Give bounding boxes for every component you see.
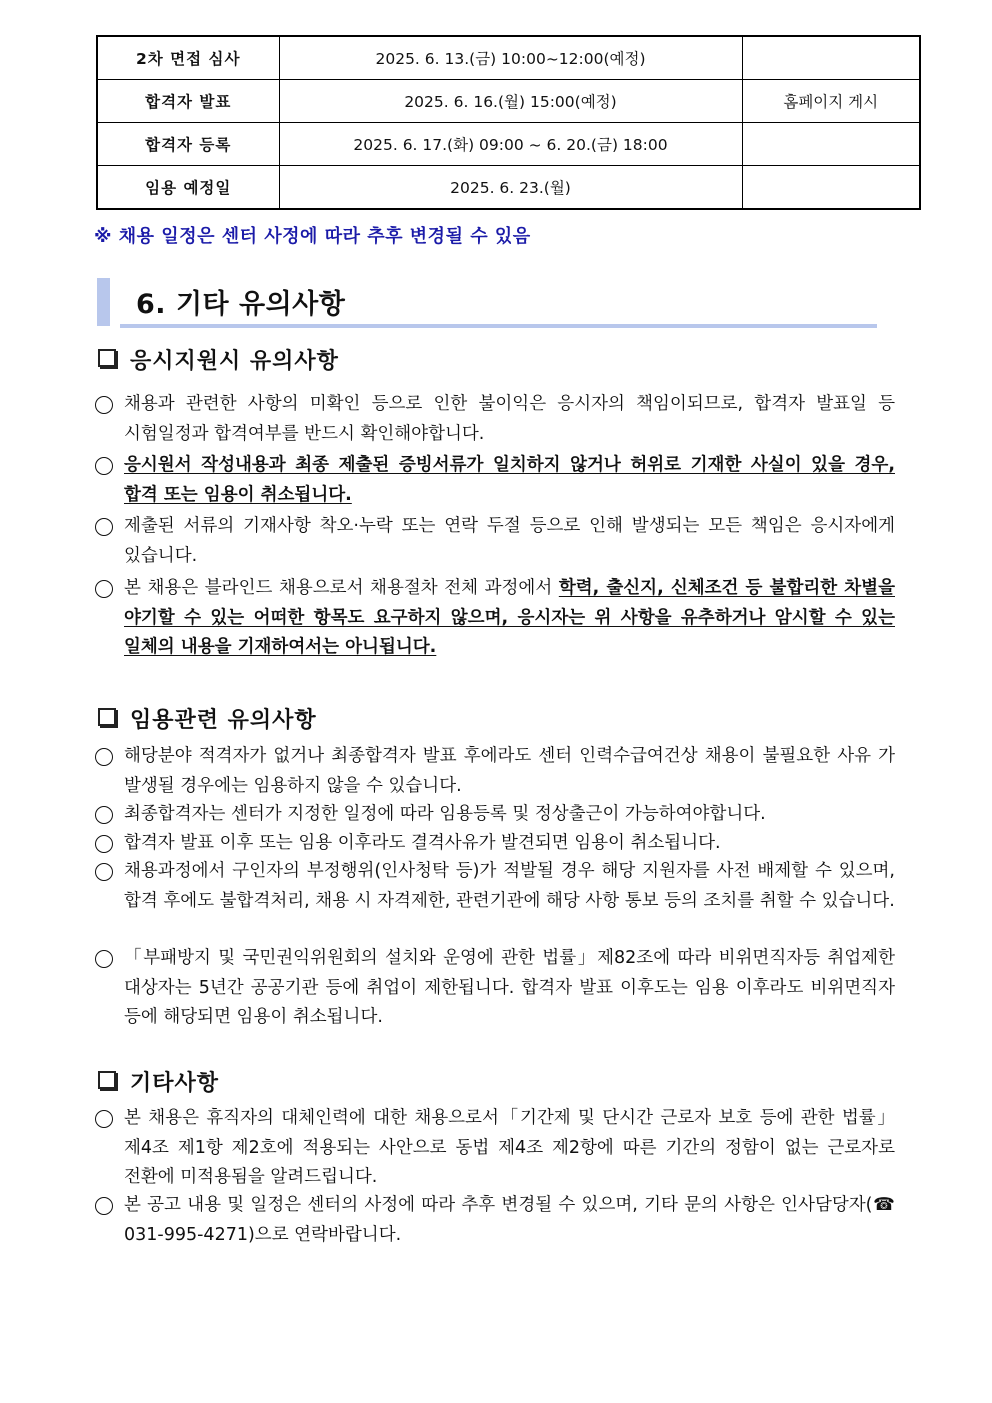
list-item <box>95 944 895 1033</box>
circle-bullet-icon <box>95 1197 113 1215</box>
list-item <box>95 574 895 663</box>
item-text: 합격자 발표 이후 또는 임용 이후라도 결격사유가 발견되면 임용이 취소됩니다. <box>124 833 721 853</box>
item-text: 제출된 서류의 기재사항 착오·누락 또는 연락 두절 등으로 인해 발생되는 모든 책임은 응시자에게 있습니다. <box>124 516 895 566</box>
checkbox-square-icon <box>98 708 116 726</box>
row-label: 합격자 발표 <box>97 80 279 123</box>
row-note <box>742 123 920 166</box>
item-text-emphasis: 학력, 출신지, 신체조건 등 불합리한 차별을 야기할 수 있는 어떠한 항목도 요구하지 않으며, 응시자는 위 사항을 유추하거나 암시할 수 있는 일체의 내용을 기재하여서는 아니됩니다. <box>124 578 895 657</box>
list-item <box>95 1191 895 1250</box>
etc-heading <box>98 1066 219 1097</box>
etc-heading-text: 기타사항 <box>130 1071 220 1096</box>
section-accent-bar <box>97 278 110 326</box>
row-date: 2025. 6. 23.(월) <box>279 166 742 210</box>
circle-bullet-icon <box>95 580 113 598</box>
row-date: 2025. 6. 13.(금) 10:00~12:00(예정) <box>279 36 742 80</box>
section-underline <box>120 324 877 328</box>
item-text: 「부패방지 및 국민권익위원회의 설치와 운영에 관한 법률」제82조에 따라 비위면직자등 취업제한 대상자는 5년간 공공기관 등에 취업이 제한됩니다. 합격자 발표 이후도는 임용 이후라도 비위면직자 등에 해당되면 임용이 취소됩니다. <box>124 948 895 1027</box>
schedule-footnote: ※ 채용 일정은 센터 사정에 따라 추후 변경될 수 있음 <box>94 226 531 247</box>
table-row <box>97 166 920 210</box>
row-date: 2025. 6. 17.(화) 09:00 ~ 6. 20.(금) 18:00 <box>279 123 742 166</box>
item-text: 채용과 관련한 사항의 미확인 등으로 인한 불이익은 응시자의 책임이되므로, 합격자 발표일 등 시험일정과 합격여부를 반드시 확인해야합니다. <box>124 394 895 444</box>
row-label: 임용 예정일 <box>97 166 279 210</box>
list-item <box>95 800 895 830</box>
list-item <box>95 451 895 510</box>
schedule-table <box>96 35 921 210</box>
row-label: 합격자 등록 <box>97 123 279 166</box>
circle-bullet-icon <box>95 863 113 881</box>
circle-bullet-icon <box>95 1110 113 1128</box>
appointment-heading <box>98 703 317 734</box>
item-text: 본 공고 내용 및 일정은 센터의 사정에 따라 추후 변경될 수 있으며, 기타 문의 사항은 인사담당자(☎ 031-995-4271)으로 연락바랍니다. <box>124 1195 895 1245</box>
item-text <box>124 574 895 663</box>
circle-bullet-icon <box>95 806 113 824</box>
row-label: 2차 면접 심사 <box>97 36 279 80</box>
list-item <box>95 829 895 859</box>
checkbox-square-icon <box>98 349 116 367</box>
row-date: 2025. 6. 16.(월) 15:00(예정) <box>279 80 742 123</box>
checkbox-square-icon <box>98 1071 116 1089</box>
row-note <box>742 166 920 210</box>
list-item <box>95 742 895 801</box>
list-item <box>95 512 895 571</box>
list-item <box>95 1104 895 1193</box>
circle-bullet-icon <box>95 457 113 475</box>
circle-bullet-icon <box>95 835 113 853</box>
circle-bullet-icon <box>95 748 113 766</box>
table-row <box>97 36 920 80</box>
table-row <box>97 123 920 166</box>
item-text: 채용과정에서 구인자의 부정행위(인사청탁 등)가 적발될 경우 해당 지원자를 사전 배제할 수 있으며, 합격 후에도 불합격처리, 채용 시 자격제한, 관련기관에 해당 사항 통보 등의 조치를 취할 수 있습니다. <box>124 861 895 911</box>
row-note <box>742 36 920 80</box>
appointment-heading-text: 임용관련 유의사항 <box>130 708 317 733</box>
section-title: 6. 기타 유의사항 <box>136 289 346 320</box>
application-heading-text: 응시지원시 유의사항 <box>130 349 339 374</box>
application-heading <box>98 344 339 375</box>
circle-bullet-icon <box>95 396 113 414</box>
row-note: 홈페이지 게시 <box>742 80 920 123</box>
item-text: 본 채용은 휴직자의 대체인력에 대한 채용으로서「기간제 및 단시간 근로자 보호 등에 관한 법률」제4조 제1항 제2호에 적용되는 사안으로 동법 제4조 제2항에 따른 기간의 정함이 없는 근로자로 전환에 미적용됨을 알려드립니다. <box>124 1108 895 1187</box>
item-text: 최종합격자는 센터가 지정한 일정에 따라 임용등록 및 정상출근이 가능하여야합니다. <box>124 804 766 824</box>
list-item <box>95 390 895 449</box>
table-row <box>97 80 920 123</box>
list-item <box>95 857 895 916</box>
circle-bullet-icon <box>95 950 113 968</box>
item-text: 해당분야 적격자가 없거나 최종합격자 발표 후에라도 센터 인력수급여건상 채용이 불필요한 사유 가 발생될 경우에는 임용하지 않을 수 있습니다. <box>124 746 895 796</box>
item-text: 응시원서 작성내용과 최종 제출된 증빙서류가 일치하지 않거나 허위로 기재한 사실이 있을 경우, 합격 또는 임용이 취소됩니다. <box>124 455 895 505</box>
item-text-plain: 본 채용은 블라인드 채용으로서 채용절차 전체 과정에서 <box>124 578 559 598</box>
circle-bullet-icon <box>95 518 113 536</box>
